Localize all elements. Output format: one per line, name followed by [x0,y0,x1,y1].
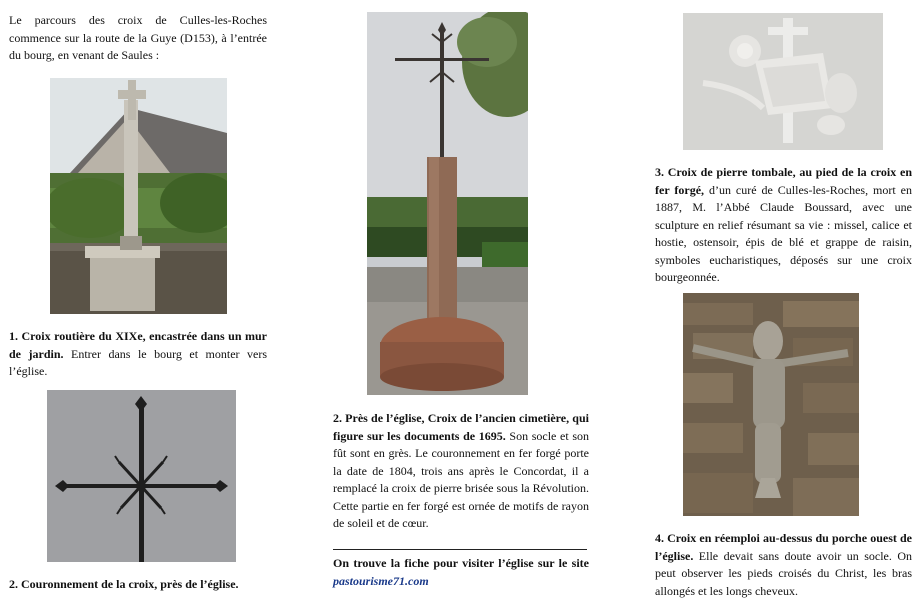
caption-2-middle [333,410,589,533]
intro-text: Le parcours des croix de Culles-les-Roches commence sur la route de la Guye (D153), à l’entrée du bourg, en venant de Saules : [9,13,267,62]
caption-2-left [9,576,267,594]
photo-road-cross [50,78,227,314]
caption-4-title: 4. Croix en réemploi au-dessus du porche ouest de l’église. [655,531,912,563]
caption-3 [655,164,912,287]
footer-separator [333,549,587,550]
photo-tombstone-relief [683,13,883,150]
photo-christ-relief [683,293,859,516]
caption-3-title: 3. Croix de pierre tombale, au pied de la croix en fer forgé, [655,165,912,197]
caption-2-middle-body: Son socle et son fût sont en grès. Le couronnement en fer forgé porte la date de 1804, trois ans après le Concordat, il a remplacé la croix de pierre brisée sous la Révolution. Cette partie en fer forgé est ornée de motifs de rayon de soleil et de cœur. [333,428,589,530]
caption-2-middle-title: 2. Près de l’église, Croix de l’ancien cimetière, qui figure sur les documents de 1695. [333,411,589,443]
photo-cemetery-cross [367,12,528,395]
caption-2-left-title: 2. Couronnement de la croix, près de l’église. [9,577,239,591]
caption-1-body: Entrer dans le bourg et monter vers l’église. [9,346,267,378]
footer-text: On trouve la fiche pour visiter l’église sur le site [333,556,589,570]
caption-1 [9,328,267,381]
caption-3-body: d’un curé de Culles-les-Roches, mort en 1887, M. l’Abbé Claude Boussard, avec une sculpture en relief résumant sa vie : missel, calice et hostie, ostensoir, épis de blé et grappe de raisin, symboles eucharistiques, déposés sur une croix bourgeonnée. [655,182,912,284]
pastourisme-link[interactable]: pastourisme71.com [333,573,429,588]
caption-4 [655,530,912,600]
caption-1-title: 1. Croix routière du XIXe, encastrée dans un mur de jardin. [9,329,267,361]
caption-4-body: Elle devait sans doute avoir un socle. On peut observer les pieds croisés du Christ, les bras allongés et les longs cheveux. [655,548,912,598]
footer-note [333,555,589,590]
photo-crown-silhouette [47,390,236,562]
